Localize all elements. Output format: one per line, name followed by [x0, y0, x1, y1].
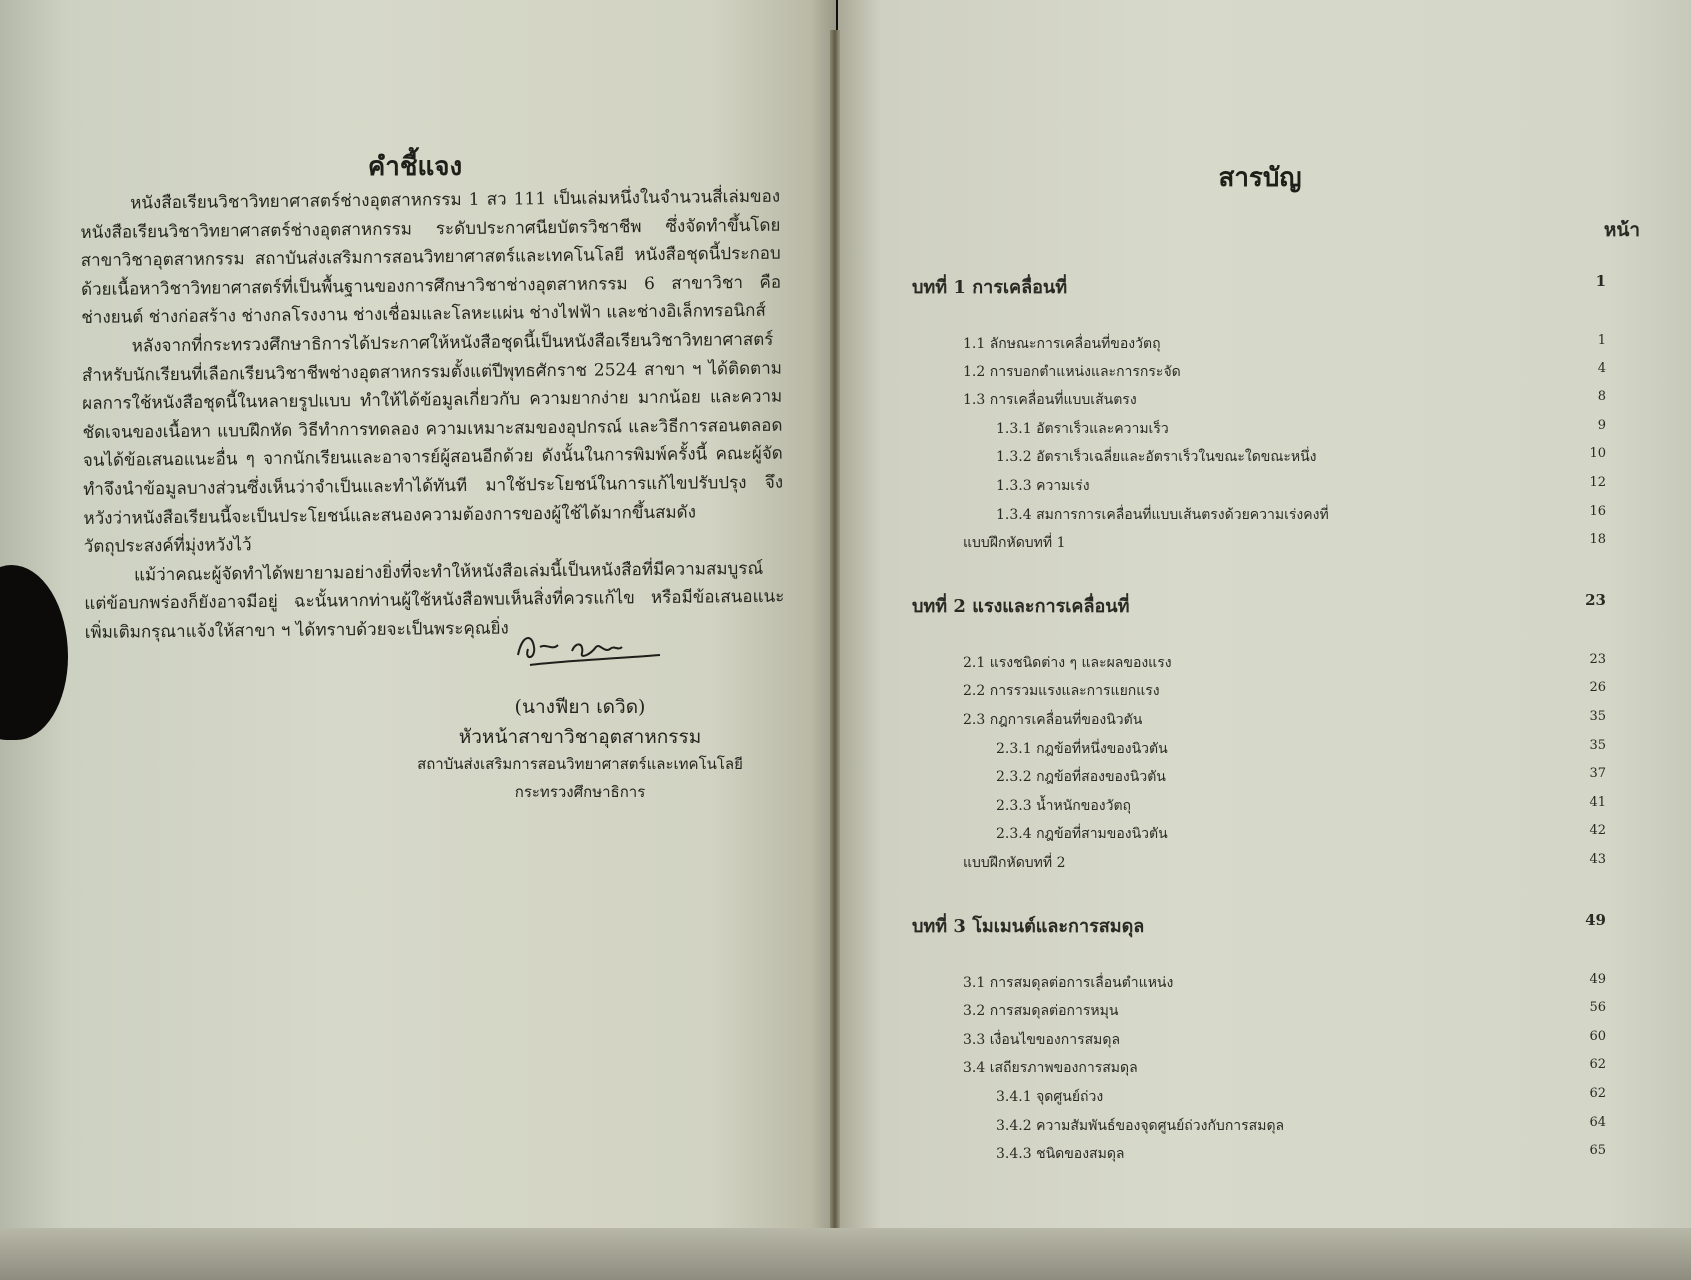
toc-entry-label: 2.1 แรงชนิดต่าง ๆ และผลของแรง [963, 655, 1172, 671]
toc-entry-label: 3.4.2 ความสัมพันธ์ของจุดศูนย์ถ่วงกับการสมดุล [996, 1118, 1285, 1134]
toc-entry-chapter [0, 272, 1691, 296]
toc-entry-section [0, 389, 1691, 413]
toc-entry-page: 41 [1589, 795, 1606, 810]
toc-entry-label: 1.1 ลักษณะการเคลื่อนที่ของวัตถุ [963, 336, 1161, 352]
toc-entry-label: 1.2 การบอกตำแหน่งและการกระจัด [963, 364, 1181, 380]
toc-entry-sub [0, 446, 1691, 470]
toc-entry-page: 18 [1589, 532, 1606, 547]
toc-entry-label: 2.3.3 น้ำหนักของวัตถุ [996, 798, 1132, 814]
toc-entry-page: 16 [1589, 504, 1606, 519]
toc-entry-label: 1.3.1 อัตราเร็วและความเร็ว [996, 421, 1169, 437]
toc-entry-sub [0, 418, 1691, 442]
toc-entry-label: 1.3.4 สมการการเคลื่อนที่แบบเส้นตรงด้วยความเร่งคงที่ [996, 507, 1329, 523]
toc-entry-label: 3.3 เงื่อนไขของการสมดุล [963, 1032, 1121, 1048]
toc-entry-sub [0, 823, 1691, 847]
toc-entry-page: 8 [1597, 389, 1606, 404]
toc-entry-sub [0, 504, 1691, 528]
toc-entry-page: 64 [1589, 1115, 1606, 1130]
toc-entry-label: บทที่ 2 แรงและการเคลื่อนที่ [912, 596, 1130, 617]
toc-entry-sub [0, 1115, 1691, 1139]
toc-entry-label: 3.2 การสมดุลต่อการหมุน [963, 1003, 1119, 1019]
toc-entry-label: 2.2 การรวมแรงและการแยกแรง [963, 683, 1160, 699]
toc-entry-label: แบบฝึกหัดบทที่ 2 [963, 855, 1066, 871]
toc-entry-label: 3.1 การสมดุลต่อการเลื่อนตำแหน่ง [963, 975, 1174, 991]
preface-paragraph-2: หลังจากที่กระทรวงศึกษาธิการได้ประกาศให้หนังสือชุดนี้เป็นหนังสือเรียนวิชาวิทยาศาสตร์สำหรับนักเรียนที่เลือกเรียนวิชาชีพช่างอุตสาหกรรมตั้งแต่ปีพุทธศักราช 2524 สาขา ฯ ได้ติดตามผลการใช้หนังสือชุดนี้ในหลายรูปแบบ ทำให้ได้ข้อมูลเกี่ยวกับ ความยากง่าย มากน้อย และความชัดเจนของเนื้อหา แบบฝึกหัด วิธีทำการทดลอง ความเหมาะสมของอุปกรณ์ และวิธีการสอนตลอดจนได้ข้อเสนอแนะอื่น ๆ จากนักเรียนและอาจารย์ผู้สอนอีกด้วย ดังนั้นในการพิมพ์ครั้งนี้ คณะผู้จัดทำจึงนำข้อมูลบางส่วนซึ่งเห็นว่าจำเป็นและทำได้ทันที มาใช้ประโยชน์ในการแก้ไขปรับปรุง จึงหวังว่าหนังสือเรียนนี้จะเป็นประโยชน์และสนองความต้องการของผู้ใช้ได้มากขึ้นสมดังวัตถุประสงค์ที่มุ่งหวังไว้ [81, 329, 784, 558]
toc-entry-label: 2.3.1 กฎข้อที่หนึ่งของนิวตัน [996, 741, 1168, 757]
toc-entry-page: 1 [1595, 272, 1606, 290]
toc-entry-section [0, 333, 1691, 357]
toc-entry-page: 35 [1589, 709, 1606, 724]
signer-name: (นางฟียา เดวิด) [514, 696, 646, 718]
ministry-name: กระทรวงศึกษาธิการ [514, 783, 646, 801]
toc-entry-exercise [0, 532, 1691, 556]
toc-entry-page: 42 [1589, 823, 1606, 838]
toc-entry-label: บทที่ 3 โมเมนต์และการสมดุล [912, 916, 1145, 937]
toc-entry-page: 62 [1589, 1057, 1606, 1072]
preface-paragraph-3: แม้ว่าคณะผู้จัดทำได้พยายามอย่างยิ่งที่จะทำให้หนังสือเล่มนี้เป็นหนังสือที่มีความสมบูรณ์ แต่ข้อบกพร่องก็ยังอาจมีอยู่ ฉะนั้นหากท่านผู้ใช้หนังสือพบเห็นสิ่งที่ควรแก้ไข หรือมีข้อเสนอแนะเพิ่มเติมกรุณาแจ้งให้สาขา ฯ ได้ทราบด้วยจะเป็นพระคุณยิ่ง [84, 558, 785, 643]
toc-entry-page: 12 [1589, 475, 1606, 490]
toc-entry-page: 60 [1589, 1029, 1606, 1044]
toc-entry-section [0, 652, 1691, 676]
toc-entry-sub [0, 1143, 1691, 1167]
toc-entry-label: 1.3.3 ความเร่ง [996, 478, 1090, 494]
toc-entry-section [0, 680, 1691, 704]
toc-entry-label: 2.3 กฎการเคลื่อนที่ของนิวตัน [963, 712, 1143, 728]
toc-entry-page: 1 [1597, 333, 1606, 348]
toc-entry-page: 10 [1589, 446, 1606, 461]
toc-entry-label: 3.4.1 จุดศูนย์ถ่วง [996, 1089, 1104, 1105]
toc-entry-section [0, 1029, 1691, 1053]
toc-title: สารบัญ [1218, 163, 1302, 193]
toc-entry-page: 9 [1597, 418, 1606, 433]
toc-entry-sub [0, 1086, 1691, 1110]
toc-entry-sub [0, 475, 1691, 499]
toc-entry-page: 43 [1589, 852, 1606, 867]
signer-position: หัวหน้าสาขาวิชาอุตสาหกรรม [458, 726, 702, 748]
toc-entry-exercise [0, 852, 1691, 876]
institute-name: สถาบันส่งเสริมการสอนวิทยาศาสตร์และเทคโนโลยี [417, 755, 743, 773]
toc-entry-section [0, 1000, 1691, 1024]
toc-entry-page: 4 [1597, 361, 1606, 376]
toc-entry-page: 37 [1589, 766, 1606, 781]
toc-entry-label: บทที่ 1 การเคลื่อนที่ [912, 277, 1068, 298]
toc-entry-sub [0, 738, 1691, 762]
toc-entry-page: 23 [1585, 591, 1606, 609]
preface-title: คำชี้แจง [367, 152, 463, 182]
toc-entry-section [0, 709, 1691, 733]
toc-entry-sub [0, 795, 1691, 819]
toc-entry-label: 3.4.3 ชนิดของสมดุล [996, 1146, 1125, 1162]
toc-page-column-label: หน้า [1603, 219, 1640, 241]
toc-entry-section [0, 972, 1691, 996]
toc-entry-page: 35 [1589, 738, 1606, 753]
toc-entry-label: 1.3 การเคลื่อนที่แบบเส้นตรง [963, 392, 1137, 408]
toc-entry-chapter [0, 911, 1691, 935]
preface-paragraph-1: หนังสือเรียนวิชาวิทยาศาสตร์ช่างอุตสาหกรรม 1 สว 111 เป็นเล่มหนึ่งในจำนวนสี่เล่มของหนังสือเรียนวิชาวิทยาศาสตร์ช่างอุตสาหกรรม ระดับประกาศนียบัตรวิชาชีพ ซึ่งจัดทำขึ้นโดยสาขาวิชาอุตสาหกรรม สถาบันส่งเสริมการสอนวิทยาศาสตร์และเทคโนโลยี หนังสือชุดนี้ประกอบด้วยเนื้อหาวิชาวิทยาศาสตร์ที่เป็นพื้นฐานของการศึกษาวิชาช่างอุตสาหกรรม 6 สาขาวิชา คือ ช่างยนต์ ช่างก่อสร้าง ช่างกลโรงงาน ช่างเชื่อมและโลหะแผ่น ช่างไฟฟ้า และช่างอิเล็กทรอนิกส์ [80, 186, 782, 329]
toc-entry-page: 49 [1589, 972, 1606, 987]
toc-entry-page: 56 [1589, 1000, 1606, 1015]
toc-entry-chapter [0, 591, 1691, 615]
toc-entry-page: 49 [1585, 911, 1606, 929]
toc-entry-sub [0, 766, 1691, 790]
toc-entry-page: 65 [1589, 1143, 1606, 1158]
toc-entry-label: 2.3.4 กฎข้อที่สามของนิวตัน [996, 826, 1168, 842]
toc-entry-page: 62 [1589, 1086, 1606, 1101]
toc-entry-section [0, 1057, 1691, 1081]
toc-entry-label: 1.3.2 อัตราเร็วเฉลี่ยและอัตราเร็วในขณะใดขณะหนึ่ง [996, 449, 1317, 465]
toc-entry-page: 23 [1589, 652, 1606, 667]
toc-entry-label: แบบฝึกหัดบทที่ 1 [963, 535, 1066, 551]
toc-entry-label: 2.3.2 กฎข้อที่สองของนิวตัน [996, 769, 1166, 785]
toc-entry-label: 3.4 เสถียรภาพของการสมดุล [963, 1060, 1138, 1076]
toc-entry-section [0, 361, 1691, 385]
toc-entry-page: 26 [1589, 680, 1606, 695]
